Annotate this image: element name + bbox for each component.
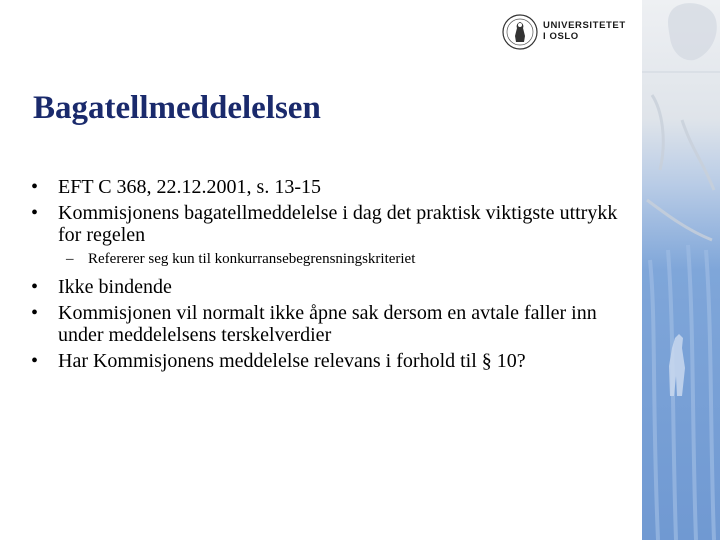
statue-relief-icon xyxy=(642,0,720,540)
bullet-text: Ikke bindende xyxy=(58,276,172,298)
bullet-marker: • xyxy=(31,350,39,372)
university-seal-icon xyxy=(502,14,538,50)
bullet-text: Kommisjonens bagatellmeddelelse i dag det praktisk viktigste uttrykk for regelen xyxy=(58,202,618,246)
university-name xyxy=(543,20,643,42)
decorative-side-strip xyxy=(642,0,720,540)
sub-bullet-text: Refererer seg kun til konkurransebegrensningskriteriet xyxy=(88,251,416,267)
bullet-item xyxy=(30,302,630,346)
university-name-line1: UNIVERSITETET xyxy=(543,20,626,31)
bullet-marker: • xyxy=(31,302,39,324)
bullet-item xyxy=(30,176,630,198)
sub-bullet-item xyxy=(30,250,630,268)
bullet-item xyxy=(30,350,630,372)
sub-bullet-marker: – xyxy=(66,251,74,267)
bullet-text: EFT C 368, 22.12.2001, s. 13-15 xyxy=(58,176,321,198)
bullet-list xyxy=(30,176,630,376)
bullet-item xyxy=(30,202,630,246)
bullet-text: Har Kommisjonens meddelelse relevans i forhold til § 10? xyxy=(58,350,526,372)
bullet-item xyxy=(30,276,630,298)
slide-title: Bagatellmeddelelsen xyxy=(33,90,321,126)
bullet-marker: • xyxy=(31,176,39,198)
bullet-text: Kommisjonen vil normalt ikke åpne sak dersom en avtale faller inn under meddelelsens terskelverdier xyxy=(58,302,597,346)
university-name-line2: I OSLO xyxy=(543,31,579,42)
bullet-marker: • xyxy=(31,276,39,298)
bullet-marker: • xyxy=(31,202,39,224)
